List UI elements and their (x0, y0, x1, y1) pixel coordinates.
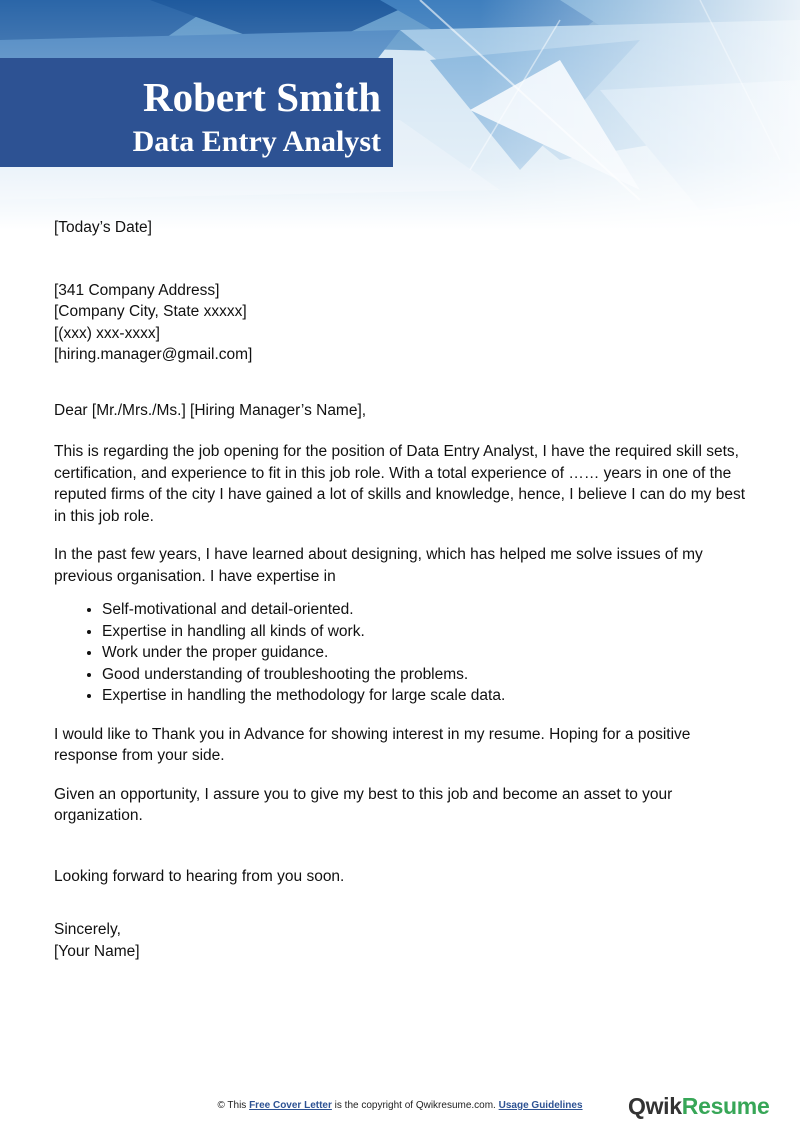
address-line: [hiring.manager@gmail.com] (54, 346, 253, 363)
free-cover-letter-link[interactable]: Free Cover Letter (249, 1100, 332, 1111)
paragraph-opportunity: Given an opportunity, I assure you to give my best to this job and become an asset to your organization. (54, 785, 673, 824)
name-header-block (0, 58, 393, 167)
candidate-name: Robert Smith (142, 74, 381, 120)
list-item: • Expertise in handling all kinds of work. (102, 621, 754, 643)
list-item: • Expertise in handling the methodology for large scale data. (102, 685, 754, 707)
paragraph-thanks: I would like to Thank you in Advance for showing interest in my resume. Hoping for a positive response from your side. (54, 725, 691, 764)
letter-date: [Today’s Date] (54, 219, 152, 236)
footer-copyright-text: is the copyright of Qwikresume.com. (334, 1100, 496, 1111)
address-line: [341 Company Address] (54, 281, 220, 299)
address-line: [(xxx) xxx-xxxx] (54, 324, 160, 342)
salutation: Dear [Mr./Mrs./Ms.] [Hiring Manager’s Name], (54, 401, 367, 419)
list-item: • Good understanding of troubleshooting the problems. (102, 664, 754, 686)
paragraph-intro: This is regarding the job opening for the position of Data Entry Analyst, I have the required skill sets, certification, and experience to fit in this job role. With a total experience of …… years in one of the reputed firms of the city I have gained a lot of skills and knowledge, hence, I believe I can do my best in this job role. (54, 443, 745, 525)
logo-part-qwik: Qwik (628, 1093, 682, 1119)
logo-part-resume: Resume (681, 1093, 770, 1119)
signature: [Your Name] (54, 942, 140, 960)
list-item: • Self-motivational and detail-oriented. (102, 599, 754, 621)
qwikresume-logo (628, 1093, 769, 1120)
usage-guidelines-link[interactable]: Usage Guidelines (498, 1100, 583, 1111)
paragraph-experience: In the past few years, I have learned about designing, which has helped me solve issues of my previous organisation. I have expertise in (54, 546, 703, 585)
address-line: [Company City, State xxxxx] (54, 303, 247, 320)
closing-line: Looking forward to hearing from you soon. (54, 867, 345, 885)
footer-prefix: © This (217, 1100, 247, 1111)
job-title: Data Entry Analyst (132, 125, 381, 158)
list-item: • Work under the proper guidance. (102, 642, 754, 664)
skills-list (54, 599, 754, 707)
letter-body (54, 217, 754, 962)
recipient-address (54, 280, 754, 366)
sign-off: Sincerely, (54, 921, 121, 938)
